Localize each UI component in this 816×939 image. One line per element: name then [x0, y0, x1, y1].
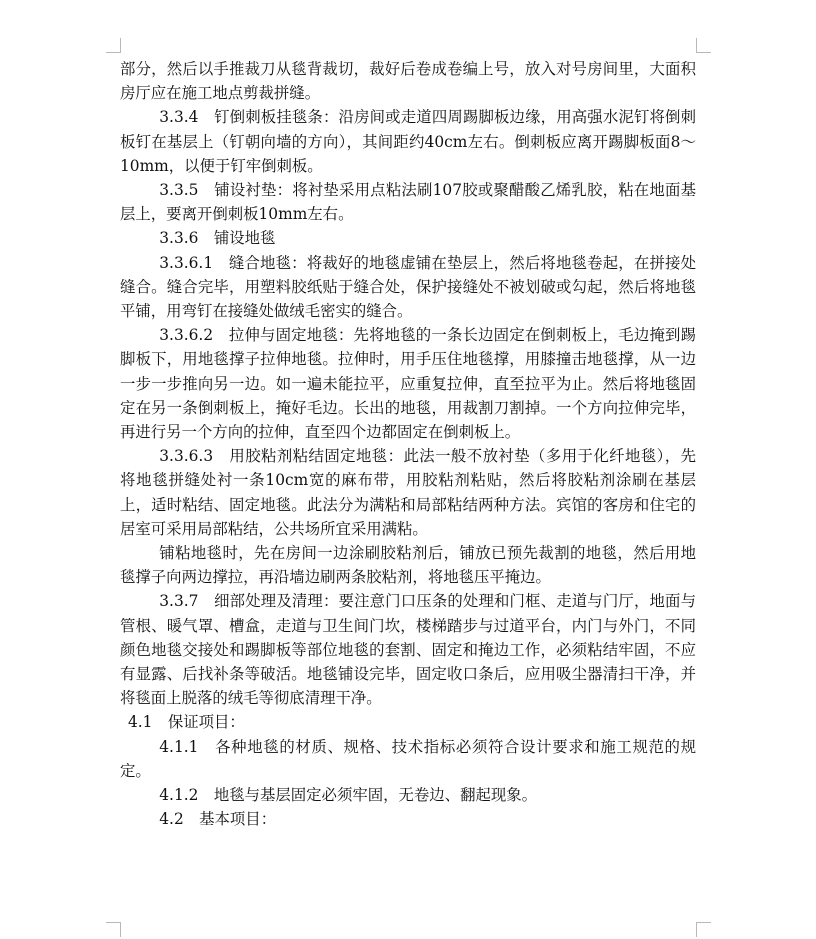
paragraph-3-3-4: 3.3.4 钉倒刺板挂毯条：沿房间或走道四周踢脚板边缘，用高强水泥钉将倒刺板钉在基层上（钉朝向墙的方向），其间距约40cm左右。倒刺板应离开踢脚板面8～10mm，以便于钉牢倒刺板。 — [120, 108, 696, 175]
paragraph-3-3-6-3: 3.3.6.3 用胶粘剂粘结固定地毯：此法一般不放衬垫（多用于化纤地毯），先将地毯拼缝处衬一条10cm宽的麻布带，用胶粘剂粘贴，然后将胶粘剂涂刷在基层上，适时粘结、固定地毯。此法分为满粘和局部粘结两种方法。宾馆的客房和住宅的居室可采用局部粘结，公共场所宜采用满粘。 — [120, 447, 696, 538]
paragraph-3-3-6-2: 3.3.6.2 拉伸与固定地毯：先将地毯的一条长边固定在倒刺板上，毛边掩到踢脚板下，用地毯撑子拉伸地毯。拉伸时，用手压住地毯撑，用膝撞击地毯撑，从一边一步一步推向另一边。如一遍未能拉平，应重复拉伸，直至拉平为止。然后将地毯固定在另一条倒刺板上，掩好毛边。长出的地毯，用裁割刀割掉。一个方向拉伸完毕，再进行另一个方向的拉伸，直至四个边都固定在倒刺板上。 — [120, 326, 696, 442]
page-corner-mark-bottom-right — [696, 922, 711, 937]
paragraph-4-1-1: 4.1.1 各种地毯的材质、规格、技术指标必须符合设计要求和施工规范的规定。 — [120, 737, 696, 780]
paragraph-continuation: 部分，然后以手推裁刀从毯背裁切，裁好后卷成卷编上号，放入对号房间里，大面积房厅应在施工地点剪裁拼缝。 — [120, 60, 696, 103]
paragraph-4-1-2: 4.1.2 地毯与基层固定必须牢固，无卷边、翻起现象。 — [159, 786, 538, 805]
page-corner-mark-top-left — [106, 38, 121, 53]
paragraph-3-3-6-1: 3.3.6.1 缝合地毯：将裁好的地毯虚铺在垫层上，然后将地毯卷起，在拼接处缝合。缝合完毕，用塑料胶纸贴于缝合处，保护接缝处不被划破或勾起，然后将地毯平铺，用弯钉在接缝处做绒毛密实的缝合。 — [120, 253, 696, 321]
heading-3-3-6: 3.3.6 铺设地毯 — [159, 229, 276, 248]
paragraph-3-3-5: 3.3.5 铺设衬垫：将衬垫采用点粘法刷107胶或聚醋酸乙烯乳胶，粘在地面基层上，要离开倒刺板10mm左右。 — [120, 181, 696, 224]
document-page — [120, 57, 696, 832]
paragraph-3-3-7: 3.3.7 细部处理及清理：要注意门口压条的处理和门框、走道与门厅，地面与管根、暖气罩、槽盒，走道与卫生间门坎，楼梯踏步与过道平台，内门与外门，不同颜色地毯交接处和踢脚板等部位地毯的套割、固定和掩边工作，必须粘结牢固，不应有显露、后找补条等破活。地毯铺设完毕，固定收口条后，应用吸尘器清扫干净，并将毯面上脱落的绒毛等彻底清理干净。 — [120, 592, 696, 708]
paragraph-glue-laying: 铺粘地毯时，先在房间一边涂刷胶粘剂后，铺放已预先裁割的地毯，然后用地毯撑子向两边撑拉，再沿墙边刷两条胶粘剂，将地毯压平掩边。 — [120, 544, 696, 587]
page-corner-mark-top-right — [696, 38, 711, 53]
heading-4-2: 4.2 基本项目： — [159, 810, 277, 829]
page-corner-mark-bottom-left — [106, 922, 121, 937]
heading-4-1: 4.1 保证项目： — [128, 713, 245, 732]
